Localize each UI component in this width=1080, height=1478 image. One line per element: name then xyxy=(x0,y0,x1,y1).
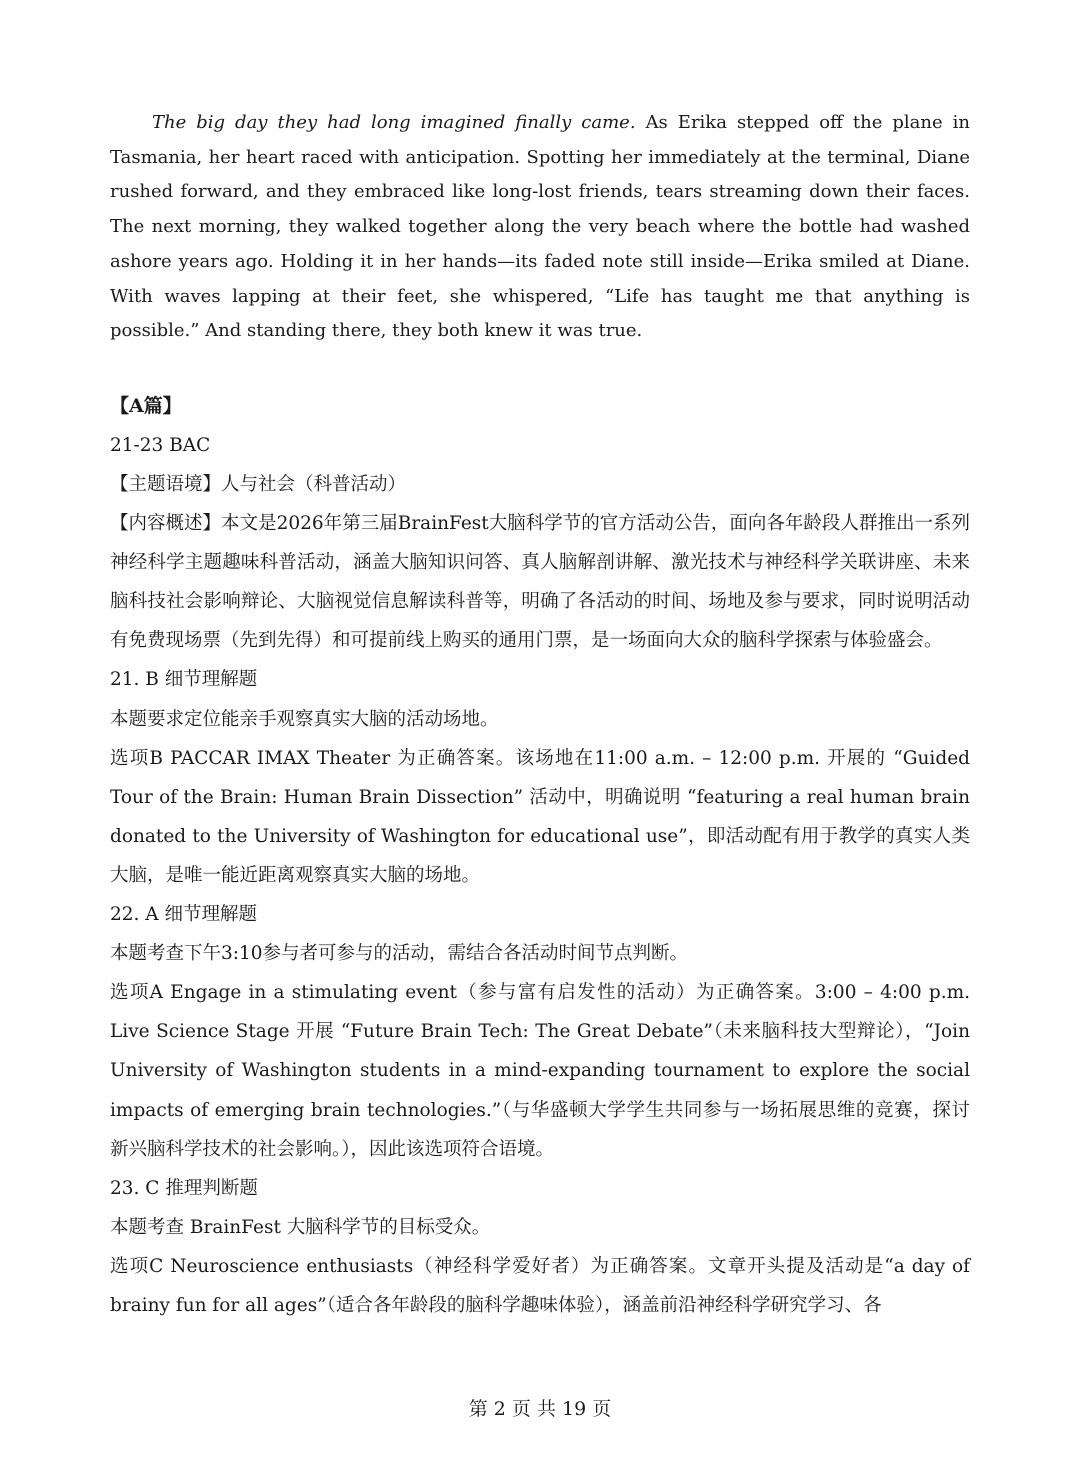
section-title: 【A篇】 xyxy=(110,394,182,417)
answer-key: 21-23 BAC xyxy=(110,434,211,456)
story-lead-sentence: The big day they had long imagined finally came. xyxy=(152,112,636,133)
story-paragraph xyxy=(110,106,970,349)
q22-prompt: 本题考查下午3:10参与者可参与的活动，需结合各活动时间节点判断。 xyxy=(110,943,689,965)
page-number: 第 2 页 共 19 页 xyxy=(468,1398,612,1420)
q21-prompt: 本题要求定位能亲手观察真实大脑的活动场地。 xyxy=(110,708,499,730)
q23-prompt: 本题考查 BrainFest 大脑科学节的目标受众。 xyxy=(110,1216,491,1238)
q21-heading: 21. B 细节理解题 xyxy=(110,669,258,691)
q22-heading: 22. A 细节理解题 xyxy=(110,904,258,926)
q21-explanation: 选项B PACCAR IMAX Theater 为正确答案。该场地在11:00 a.m. – 12:00 p.m. 开展的 “Guided Tour of the Brain: Human Brain Dissection” 活动中，明确说明 “featuring a real human brain donated to the University of Washington for educational use”，即活动配有用于教学的真实人类大脑，是唯一能近距离观察真实大脑的场地。 xyxy=(110,747,970,886)
content-summary: 【内容概述】本文是2026年第三届BrainFest大脑科学节的官方活动公告，面向各年龄段人群推出一系列神经科学主题趣味科普活动，涵盖大脑知识问答、真人脑解剖讲解、激光技术与神经科学关联讲座、未来脑科技社会影响辩论、大脑视觉信息解读科普等，明确了各活动的时间、场地及参与要求，同时说明活动有免费现场票（先到先得）和可提前线上购买的通用门票，是一场面向大众的脑科学探索与体验盛会。 xyxy=(110,513,970,652)
q22-explanation: 选项A Engage in a stimulating event（参与富有启发性的活动）为正确答案。3:00 – 4:00 p.m. Live Science Stage 开展 “Future Brain Tech: The Great Debate”（未来脑科技大型辩论），“Join University of Washington students in a mind-expanding tournament to explore the social impacts of emerging brain technologies.”（与华盛顿大学学生共同参与一场拓展思维的竞赛，探讨新兴脑科学技术的社会影响。），因此该选项符合语境。 xyxy=(110,982,970,1160)
story-body: As Erika stepped off the plane in Tasmania, her heart raced with anticipation. Spotting her immediately at the terminal, Diane rushed forward, and they embraced like long-lost friends, tears streaming down their faces. The next morning, they walked together along the very beach where the bottle had washed ashore years ago. Holding it in her hands—its faded note still inside—Erika smiled at Diane. With waves lapping at their feet, she whispered, “Life has taught me that anything is possible.” And standing there, they both knew it was true. xyxy=(110,112,970,342)
document-page xyxy=(110,106,970,1325)
q23-heading: 23. C 推理判断题 xyxy=(110,1177,258,1199)
q23-explanation: 选项C Neuroscience enthusiasts（神经科学爱好者）为正确答案。文章开头提及活动是“a day of brainy fun for all ages”（适合各年龄段的脑科学趣味体验），涵盖前沿神经科学研究学习、各 xyxy=(110,1255,970,1316)
theme-context: 【主题语境】人与社会（科普活动） xyxy=(110,474,407,496)
